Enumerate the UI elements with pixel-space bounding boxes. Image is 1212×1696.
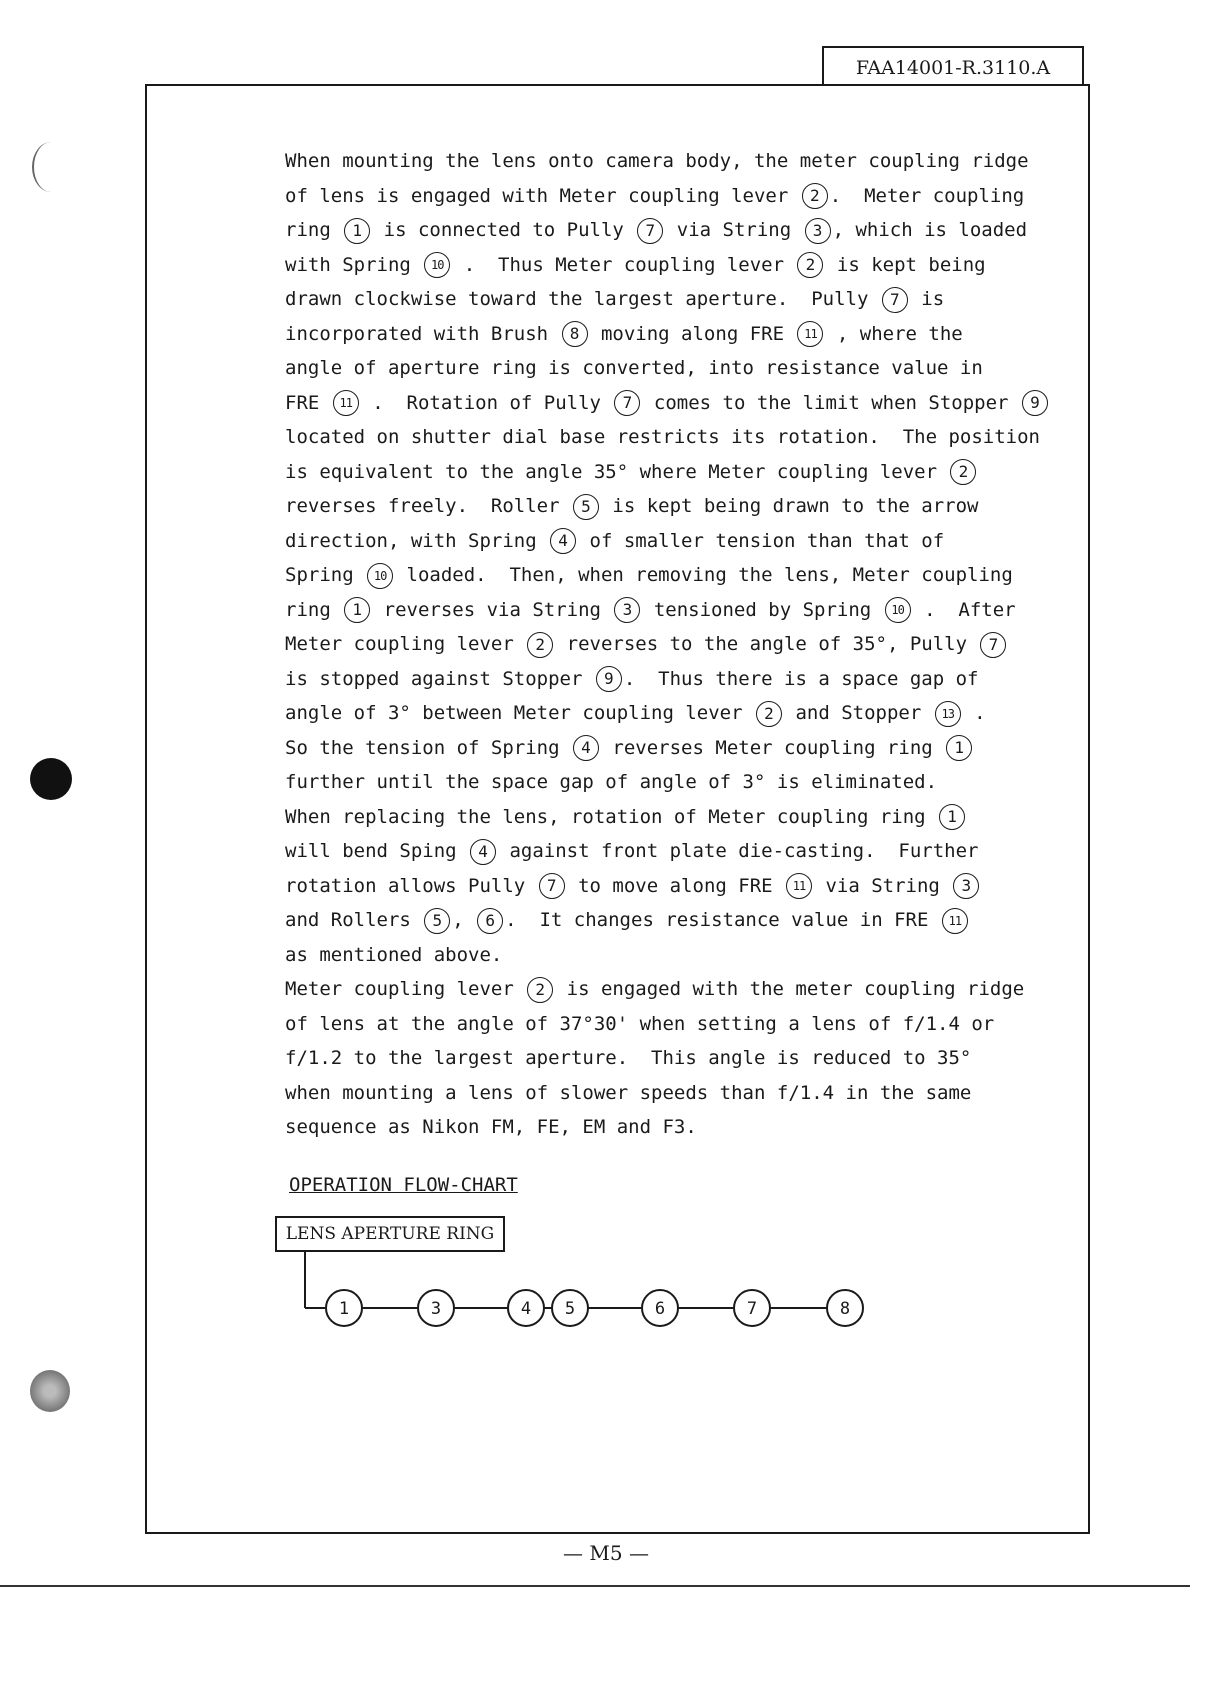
flowchart-start-box: LENS APERTURE RING — [275, 1216, 505, 1252]
circled-ref-number: 8 — [562, 321, 588, 347]
text-segment: When replacing the lens, rotation of Meter coupling ring — [285, 805, 938, 828]
circled-ref-number: 2 — [527, 632, 553, 658]
text-segment: So the tension of Spring — [285, 736, 571, 759]
text-segment: ring — [285, 219, 343, 241]
circled-ref-number: 2 — [756, 701, 782, 727]
text-segment: further until the space gap of angle of 3° is eliminated. — [285, 771, 938, 793]
text-segment: against front plate die-casting. Further — [498, 840, 979, 862]
text-segment: and Stopper — [784, 702, 933, 724]
text-segment: . It changes resistance value in FRE — [505, 909, 940, 931]
text-segment: direction, with Spring — [285, 529, 549, 552]
text-segment: FRE — [285, 391, 331, 414]
flowchart-node-label: 5 — [564, 1299, 576, 1319]
text-segment: . Thus there is a space gap of — [623, 667, 979, 690]
text-segment: f/1.2 to the largest aperture. This angle is reduced to 35° — [285, 1047, 972, 1069]
page-number: — M5 — — [563, 1541, 649, 1565]
circled-ref-number: 11 — [786, 873, 812, 899]
text-segment: and Rollers — [285, 909, 423, 931]
text-segment: , where the — [825, 322, 963, 345]
text-segment: of lens at the angle of 37°30' when setting a lens of f/1.4 or — [285, 1012, 995, 1035]
text-segment: is connected to Pully — [372, 219, 636, 241]
circled-ref-number: 1 — [946, 735, 972, 761]
circled-ref-number: 7 — [637, 218, 663, 244]
flowchart-node-label: 4 — [520, 1299, 532, 1319]
circled-ref-number: 11 — [942, 908, 968, 934]
text-segment: is engaged with the meter coupling ridge — [555, 978, 1025, 1000]
text-segment: incorporated with Brush — [285, 322, 560, 345]
text-segment: to move along FRE — [566, 874, 785, 897]
circled-ref-number: 13 — [935, 701, 961, 727]
text-segment: Spring — [285, 564, 366, 586]
text-segment: when mounting a lens of slower speeds than f/1.4 in the same — [285, 1081, 972, 1104]
text-segment: loaded. Then, when removing the lens, Meter coupling — [395, 564, 1013, 586]
flowchart-node-label: 7 — [746, 1299, 758, 1319]
circled-ref-number: 7 — [882, 287, 908, 313]
circled-ref-number: 4 — [550, 528, 576, 554]
text-segment: via String — [814, 874, 952, 897]
text-segment: with Spring — [285, 253, 423, 276]
circled-ref-number: 4 — [470, 839, 496, 865]
circled-ref-number: 7 — [614, 390, 640, 416]
circled-ref-number: 3 — [953, 873, 979, 899]
circled-ref-number: 5 — [424, 908, 450, 934]
circled-ref-number: 3 — [614, 597, 640, 623]
flowchart-node-label: 1 — [338, 1299, 350, 1319]
text-segment: is equivalent to the angle 35° where Meter coupling lever — [285, 460, 949, 483]
text-segment: , which is loaded — [832, 219, 1028, 241]
circled-ref-number: 7 — [980, 632, 1006, 658]
circled-ref-number: 11 — [333, 390, 359, 416]
circled-ref-number: 2 — [950, 459, 976, 485]
text-segment: located on shutter dial base restricts its rotation. The position — [285, 426, 1040, 448]
text-segment: is stopped against Stopper — [285, 667, 594, 690]
flowchart-node-label: 3 — [430, 1299, 442, 1319]
text-segment: reverses via String — [372, 598, 613, 621]
circled-ref-number: 11 — [797, 321, 823, 347]
circled-ref-number: 4 — [573, 735, 599, 761]
circled-ref-number: 2 — [797, 252, 823, 278]
text-segment: ring — [285, 598, 343, 621]
circled-ref-number: 1 — [344, 597, 370, 623]
circled-ref-number: 7 — [539, 873, 565, 899]
text-segment: When mounting the lens onto camera body, the meter coupling ridge — [285, 150, 1029, 172]
text-segment: is — [909, 288, 945, 310]
text-segment: . Thus Meter coupling lever — [452, 253, 796, 276]
text-segment: . Rotation of Pully — [360, 391, 613, 414]
text-segment: of lens is engaged with Meter coupling lever — [285, 184, 800, 207]
text-segment: via String — [665, 219, 803, 241]
text-segment: as mentioned above. — [285, 943, 503, 966]
text-segment: . — [962, 702, 986, 724]
circled-ref-number: 9 — [1022, 390, 1048, 416]
text-segment: angle of 3° between Meter coupling lever — [285, 702, 754, 724]
text-segment: will bend Sping — [285, 840, 469, 862]
circled-ref-number: 10 — [367, 563, 393, 589]
text-segment: . After — [912, 598, 1016, 621]
text-segment: comes to the limit when Stopper — [642, 391, 1020, 414]
text-segment: drawn clockwise toward the largest aperture. Pully — [285, 288, 880, 310]
text-segment: , — [452, 909, 476, 931]
text-segment: reverses Meter coupling ring — [600, 736, 945, 759]
circled-ref-number: 10 — [885, 597, 911, 623]
text-segment: reverses freely. Roller — [285, 495, 571, 517]
text-segment: is kept being — [825, 253, 986, 276]
text-segment: moving along FRE — [589, 322, 796, 345]
bottom-rule — [0, 1585, 1190, 1587]
document-id: FAA14001-R.3110.A — [822, 46, 1084, 84]
text-segment: reverses to the angle of 35°, Pully — [555, 633, 979, 655]
text-segment: of smaller tension than that of — [578, 529, 945, 552]
text-segment: tensioned by Spring — [642, 598, 883, 621]
text-segment: angle of aperture ring is converted, into resistance value in — [285, 357, 983, 379]
circled-ref-number: 2 — [527, 977, 553, 1003]
circled-ref-number: 2 — [802, 183, 828, 209]
flowchart-node-label: 8 — [839, 1299, 851, 1319]
text-segment: Meter coupling lever — [285, 633, 526, 655]
text-segment: rotation allows Pully — [285, 874, 537, 897]
flowchart-node-label: 6 — [654, 1299, 666, 1319]
section-title: OPERATION FLOW-CHART — [289, 1174, 518, 1196]
circled-ref-number: 6 — [477, 908, 503, 934]
text-segment: sequence as Nikon FM, FE, EM and F3. — [285, 1116, 697, 1138]
circled-ref-number: 5 — [573, 494, 599, 520]
text-segment: is kept being drawn to the arrow — [600, 495, 979, 517]
circled-ref-number: 10 — [424, 252, 450, 278]
circled-ref-number: 1 — [344, 218, 370, 244]
circled-ref-number: 9 — [596, 666, 622, 692]
text-segment: Meter coupling lever — [285, 978, 526, 1000]
text-segment: . Meter coupling — [829, 184, 1025, 207]
circled-ref-number: 3 — [805, 218, 831, 244]
circled-ref-number: 1 — [939, 804, 965, 830]
